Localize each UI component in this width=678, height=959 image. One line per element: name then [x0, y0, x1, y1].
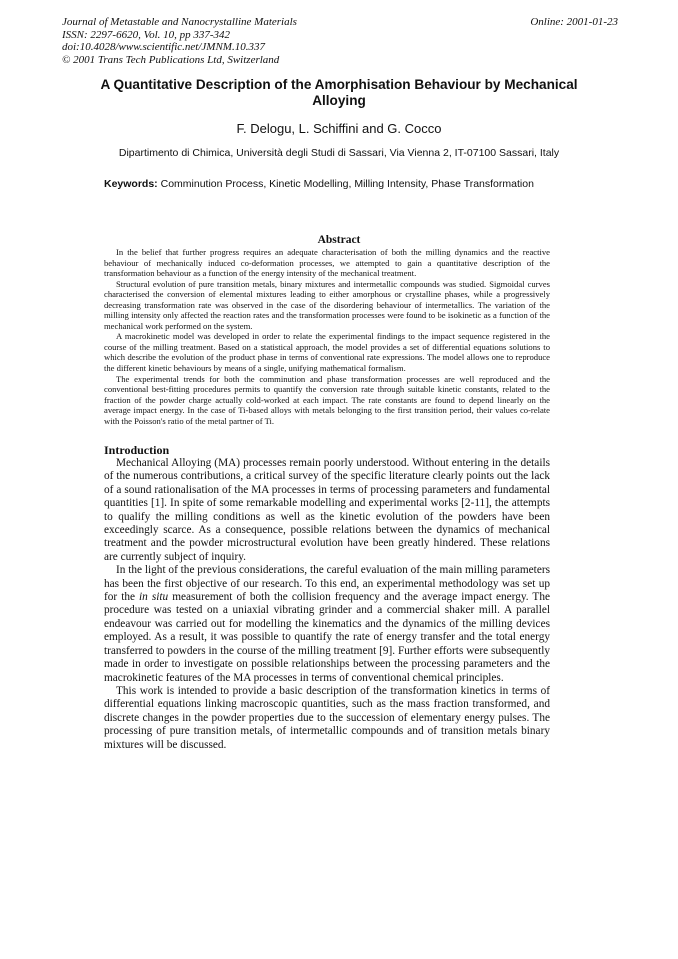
online-date: Online: 2001-01-23	[530, 16, 618, 28]
journal-header	[62, 16, 618, 66]
author-list: F. Delogu, L. Schiffini and G. Cocco	[236, 121, 442, 136]
abstract-heading: Abstract	[317, 234, 361, 246]
intro-paragraph	[104, 564, 550, 685]
abstract-paragraph: Structural evolution of pure transition metals, binary mixtures and intermetallic compounds was studied. Sigmoidal curves characterised the conversion of elemental mixtures leading to either amorphous or crystalline phases, while a progressively decreasing transformation rate was observed in the case of the disordering behaviour of intermetallics. The variation of the milling intensity only affected the reaction rates and the transformation processes were found to be isokinetic as a function of the mechanical work performed on the system.	[104, 278, 550, 331]
abstract-body	[104, 247, 550, 426]
affiliation: Dipartimento di Chimica, Università degli Studi di Sassari, Via Vienna 2, IT-07100 Sassari, Italy	[118, 147, 560, 159]
abstract-paragraph: The experimental trends for both the comminution and phase transformation processes are well reproduced and the conventional best-fitting procedures permits to quantify the conversion rate through suitable kinetic constants, related to the fraction of the powder charge actually cold-worked at each impact. The rate constants are found to depend linearly on the average impact energy. In the case of Ti-based alloys with metals belonging to the first transition period, their values co-relate with the Poisson's ratio of the metal partner of Ti.	[104, 373, 550, 426]
introduction-heading: Introduction	[104, 443, 170, 457]
intro-italic-term: in situ	[139, 591, 169, 604]
keywords	[104, 178, 584, 190]
introduction-body	[104, 457, 550, 752]
keywords-label: Keywords:	[104, 178, 158, 190]
issn-line: ISSN: 2297-6620, Vol. 10, pp 337-342	[62, 28, 231, 41]
abstract-paragraph: In the belief that further progress requires an adequate characterisation of both the milling dynamics and the reactive behaviour of mechanically induced co-deformation processes, we attempted to gain a quantitative description of the transformation behaviour as a function of the energy intensity of the mechanical treatment.	[104, 247, 550, 279]
copyright-line: © 2001 Trans Tech Publications Ltd, Switzerland	[62, 53, 280, 66]
keywords-text: Comminution Process, Kinetic Modelling, Milling Intensity, Phase Transformation	[160, 178, 534, 190]
intro-text: In the light of the previous considerations, the careful evaluation of the main milling parameters has been the first objective of our research. To this end, an experimental methodology was set up for the	[104, 564, 550, 604]
intro-paragraph: This work is intended to provide a basic description of the transformation kinetics in terms of differential equations linking macroscopic quantities, such as the mass fraction transformed, and discrete changes in the powder properties due to the succession of elementary energy pulses. The processing of pure transition metals, of intermetallic compounds and of transition metals binary mixtures will be discussed.	[104, 684, 550, 751]
paper-title: A Quantitative Description of the Amorphisation Behaviour by Mechanical Alloying	[100, 77, 578, 108]
doi-line[interactable]: doi:10.4028/www.scientific.net/JMNM.10.337	[62, 41, 265, 53]
abstract-paragraph: A macrokinetic model was developed in order to relate the experimental findings to the impact sequence registered in the course of the milling treatment. Based on a statistical approach, the model provides a set of differential equations solutions to which describe the evolution of the product phase in terms of conventional rate expressions. The model allows one to reproduce the different kinetic behaviours by means of a single, unifying mathematical formalism.	[104, 331, 550, 374]
intro-paragraph: Mechanical Alloying (MA) processes remain poorly understood. Without entering in the details of the numerous contributions, a critical survey of the specific literature clearly points out the lack of a sound rationalisation of the MA processes in terms of processing parameters and fundamental quantities [1]. In spite of some remarkable modelling and experimental works [2-11], the attempts to qualify the milling conditions as well as the kinetic evolution of the powders have been exceedingly scarce. As a consequence, possible relations between the dynamics of mechanical treatment and the powder microstructural evolution have been greatly hindered. These relations are currently subject of inquiry.	[104, 457, 550, 563]
intro-text: measurement of both the collision frequency and the average impact energy. The procedure was tested on a uniaxial vibrating grinder and a commercial shaker mill. A parallel endeavour was carried out for modelling the kinematics and the dynamics of the milling devices employed. As a result, it was possible to quantify the rate of energy transfer and the total energy transferred to powders in the course of the milling treatment [9]. Further efforts were subsequently made in order to investigate on possible relationships between the processing parameters and the macrokinetic features of the MA processes in terms of conventional chemical principles.	[104, 591, 550, 684]
journal-name: Journal of Metastable and Nanocrystalline Materials	[62, 16, 297, 28]
